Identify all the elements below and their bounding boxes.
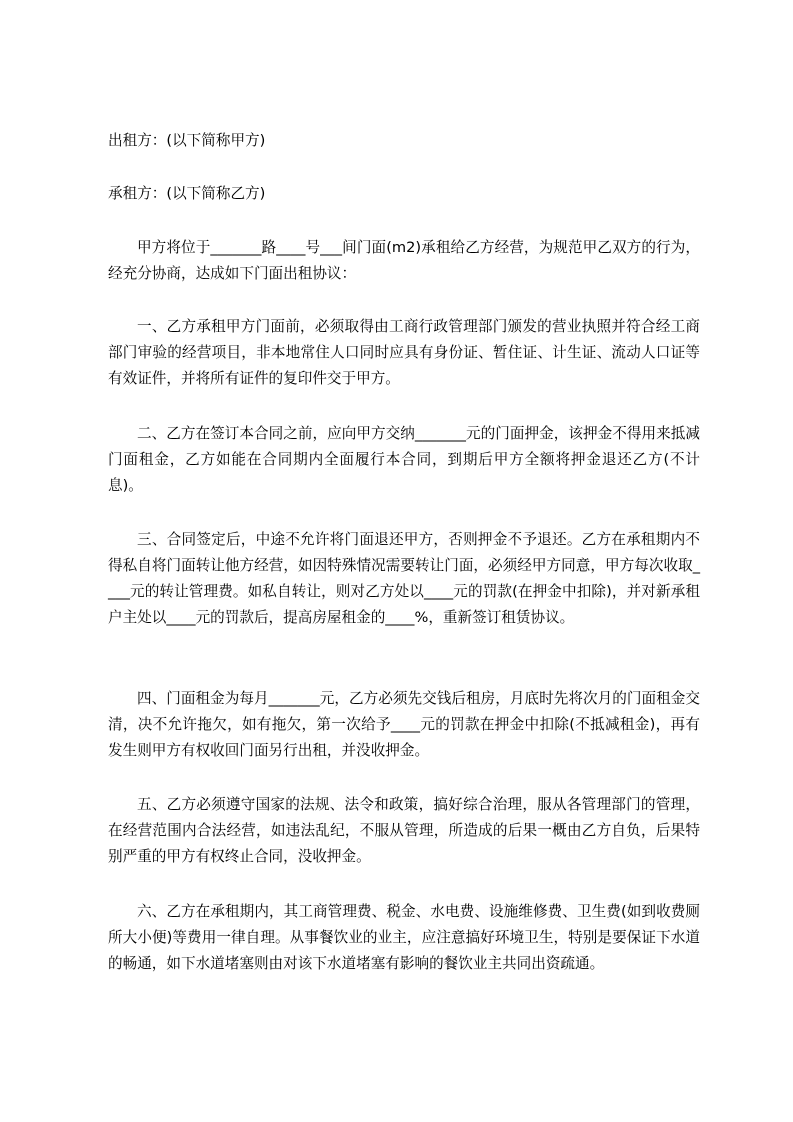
clause-4: 四、门面租金为每月_______元，乙方必须先交钱后租房，月底时先将次月的门面租金交清，决不允许拖欠，如有拖欠，第一次给予____元的罚款在押金中扣除(不抵减租金)，再有发生则甲方有权收回门面另行出租，并没收押金。 — [108, 690, 700, 759]
clause-2: 二、乙方在签订本合同之前，应向甲方交纳_______元的门面押金，该押金不得用来抵减门面租金，乙方如能在合同期内全面履行本合同，到期后甲方全额将押金退还乙方(不计息)。 — [108, 425, 700, 494]
lessor-line: 出租方：(以下简称甲方) — [108, 132, 266, 149]
intro-paragraph: 甲方将位于_______路____号___间门面(m2)承租给乙方经营，为规范甲乙双方的行为，经充分协商，达成如下门面出租协议： — [108, 239, 700, 282]
clause-6: 六、乙方在承租期内，其工商管理费、税金、水电费、设施维修费、卫生费(如到收费厕所大小便)等费用一律自理。从事餐饮业的业主，应注意搞好环境卫生，特别是要保证下水道的畅通，如下水道堵塞则由对该下水道堵塞有影响的餐饮业主共同出资疏通。 — [108, 903, 700, 972]
clause-5: 五、乙方必须遵守国家的法规、法令和政策，搞好综合治理，服从各管理部门的管理，在经营范围内合法经营，如违法乱纪，不服从管理，所造成的后果一概由乙方自负，后果特别严重的甲方有权终止合同，没收押金。 — [108, 796, 700, 865]
clause-3: 三、合同签定后，中途不允许将门面退还甲方，否则押金不予退还。乙方在承租期内不得私自将门面转让他方经营，如因特殊情况需要转让门面，必须经甲方同意，甲方每次收取____元的转让管理费。如私自转让，则对乙方处以____元的罚款(在押金中扣除)，并对新承租户主处以____元的罚款后，提高房屋租金的____%，重新签订租赁协议。 — [108, 531, 700, 626]
lessee-line: 承租方：(以下简称乙方) — [108, 185, 266, 202]
clause-1: 一、乙方承租甲方门面前，必须取得由工商行政管理部门颁发的营业执照并符合经工商部门审验的经营项目，非本地常住人口同时应具有身份证、暂住证、计生证、流动人口证等有效证件，并将所有证件的复印件交于甲方。 — [108, 318, 700, 387]
